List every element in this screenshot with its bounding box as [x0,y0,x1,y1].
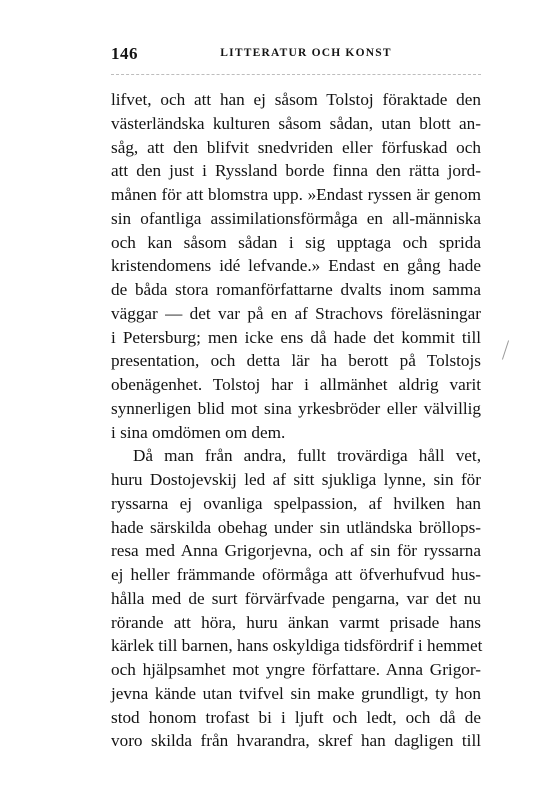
text-line: sin ofantliga assimilationsförmåga en all-människa [111,208,481,228]
running-title: LITTERATUR OCH KONST [220,47,392,59]
text-line: kristendomens idé lefvande.» Endast en gång hade [111,256,481,276]
text-line: i sina omdömen om dem. [111,422,286,442]
text-line: presentation, och detta lär ha berott på Tolstojs [111,351,481,371]
text-line: ryssarna ej ovanliga spelpassion, af hvilken han [111,493,481,513]
text-line: såg, att den blifvit snedvriden eller förfuskad och [111,137,481,157]
margin-pencil-mark [502,340,509,359]
text-line: rörande att höra, huru änkan varmt prisade hans [111,612,481,632]
paragraph-first-line: Då man från andra, fullt trovärdiga håll vet, [133,446,481,466]
text-line: kärlek till barnen, hans oskyldiga tidsfördrif i hemmet [111,636,483,656]
text-line: och kan såsom sådan i sig upptaga och sprida [111,232,481,252]
text-line: huru Dostojevskij led af sitt sjukliga lynne, sin för [111,470,481,489]
text-line: och hjälpsamhet mot yngre författare. Anna Grigor- [111,660,481,679]
text-line: hade särskilda obehag under sin utländska bröllops- [111,517,481,537]
page-header [111,44,481,68]
text-line: jevna kände utan tvifvel sin make grundligt, ty hon [111,683,481,703]
text-line: i Petersburg; men icke ens då hade det kommit till [111,327,481,347]
text-line: resa med Anna Grigorjevna, och af sin för ryssarna [111,541,481,561]
text-line: lifvet, och att han ej såsom Tolstoj föraktade den [111,90,481,109]
text-line: de båda stora romanförfattarne dvalts inom samma [111,280,481,299]
text-line: synnerligen blid mot sina yrkesbröder eller välvillig [111,398,481,418]
header-rule [111,74,481,75]
text-line: obenägenhet. Tolstoj har i allmänhet aldrig varit [111,375,481,394]
text-line: stod honom trofast bi i ljuft och ledt, och då de [111,707,481,727]
text-line: väggar — det var på en af Strachovs föreläsningar [111,303,481,323]
page-number: 146 [111,44,138,63]
text-line: hålla med de surt förvärfvade pengarna, var det nu [111,588,481,608]
text-line: månen för att blomstra upp. »Endast ryssen är genom [111,185,481,204]
body-text [111,88,481,753]
text-line: voro skilda från hvarandra, skref han dagligen till [111,731,481,751]
text-line: västerländska kulturen såsom sådan, utan blott an- [111,113,481,133]
text-line: ej heller främmande oförmåga att öfverhufvud hus- [111,565,481,584]
text-line: att den just i Ryssland borde finna den rätta jord- [111,161,481,181]
